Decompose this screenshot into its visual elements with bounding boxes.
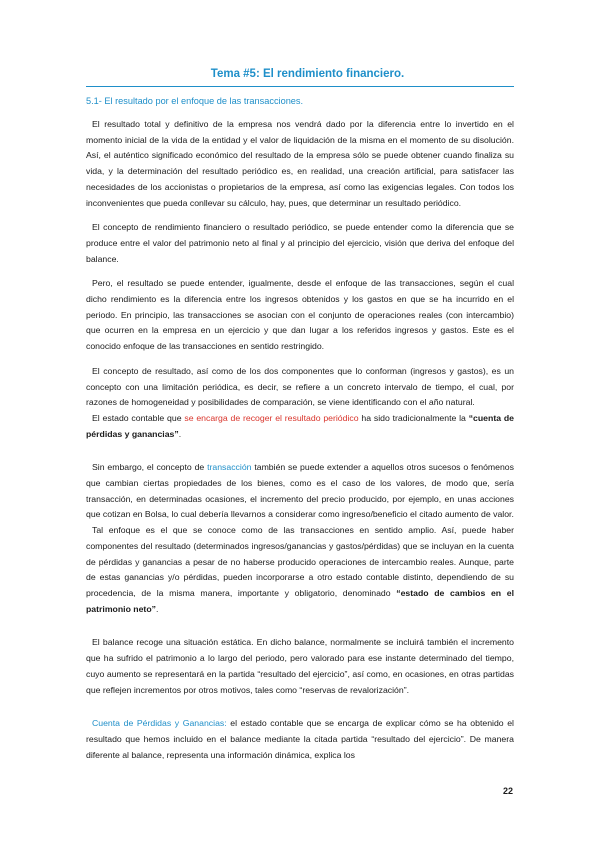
paragraph-7 xyxy=(86,523,514,617)
p5-text-a: El estado contable que xyxy=(92,412,185,423)
document-body xyxy=(86,117,514,763)
section-heading: 5.1- El resultado por el enfoque de las transacciones. xyxy=(86,96,304,106)
p6-text-a: Sin embargo, el concepto de xyxy=(92,462,208,473)
p7-bold-term: “estado de cambios en el patrimonio neto” xyxy=(86,587,514,614)
page-number: 22 xyxy=(502,786,513,796)
header-divider xyxy=(86,86,514,87)
paragraph-3: Pero, el resultado se puede entender, igualmente, desde el enfoque de las transacciones, según el cual dicho rendimiento es la diferencia entre los ingresos obtenidos y los gastos en que se ha incurrido en el periodo. En principio, las transacciones se asocian con el conjunto de operaciones reales (con intercambio) que ocurren en la empresa en un ejercicio y que dan lugar a los referidos ingresos y gastos. Este es el conocido enfoque de las transacciones en sentido restringido. xyxy=(86,278,514,352)
header-tema-label: Tema #5: xyxy=(210,68,260,80)
header-title: El rendimiento financiero. xyxy=(259,68,405,80)
paragraph-1: El resultado total y definitivo de la empresa nos vendrá dado por la diferencia entre lo invertido en el momento inicial de la vida de la entidad y el valor de liquidación de la misma en el momento de su disolución. Así, el auténtico significado económico del resultado de la empresa sólo se puede obtener cuando finaliza su vida, y la determinación del resultado periódico es, en realidad, una creación artificial, para satisfacer las necesidades de los accionistas o propietarios de la empresa, así como las exigencias legales. Con todos los inconvenientes que pueda conllevar su cálculo, hay, pues, que determinar un resultado periódico. xyxy=(86,119,514,208)
p6-highlight-term: transacción xyxy=(207,462,252,473)
p5-text-c: ha sido tradicionalmente la xyxy=(358,412,469,423)
p9-text-b: el estado contable que se encarga de explicar cómo se ha obtenido el resultado que hemos incluido en el balance mediante la citada partida “resultado del ejercicio”. De manera diferente al balance, representa una información dinámica, explica los xyxy=(86,718,514,760)
page-header xyxy=(0,68,599,80)
p9-term: Cuenta de Pérdidas y Ganancias: xyxy=(92,718,227,729)
paragraph-9 xyxy=(86,716,514,763)
paragraph-8: El balance recoge una situación estática. En dicho balance, normalmente se incluirá también el incremento que ha sufrido el patrimonio a lo largo del periodo, pero valorado para ese instante determinado del tiempo, cuyo aumento se representará en la partida “resultado del ejercicio”, así como, en ocasiones, en otras partidas que reflejen incrementos por otros motivos, tales como “reservas de revalorización”. xyxy=(86,637,514,695)
p5-bold-term: “cuenta de pérdidas y ganancias” xyxy=(86,412,514,439)
paragraph-5 xyxy=(86,411,514,442)
p7-text-a: Tal enfoque es el que se conoce como de las transacciones en sentido amplio. Así, puede haber componentes del resultado (determinados ingresos/ganancias y gastos/pérdidas) que se incluyan en la cuenta de pérdidas y ganancias a pesar de no haberse producido operaciones de intercambio reales. Aunque, parte de estas ganancias y/o pérdidas, pueden incorporarse a otro estado contable distinto, dependiendo de su procedencia, de la misma manera, importante y obligatorio, denominado xyxy=(86,525,514,598)
paragraph-2: El concepto de rendimiento financiero o resultado periódico, se puede entender como la diferencia que se produce entre el valor del patrimonio neto al final y al principio del ejercicio, visión que deriva del enfoque del balance. xyxy=(86,222,514,264)
paragraph-4: El concepto de resultado, así como de los dos componentes que lo conforman (ingresos y gastos), es un concepto con una limitación periódica, es decir, se refiere a un concreto intervalo de tiempo, el cual, por razones de homogeneidad y posibilidades de comparación, se viene identificando con el año natural. xyxy=(86,365,514,408)
paragraph-6 xyxy=(86,460,514,523)
p5-highlight: se encarga de recoger el resultado periódico xyxy=(184,412,359,423)
p6-text-c: también se puede extender a aquellos otros sucesos o fenómenos que cambian ciertas propiedades de los bienes, como es el caso de los valores, de modo que, sería transacción, en determinadas ocasiones, el incremento del precio producido, por ejemplo, en unas acciones que cotizan en Bolsa, lo cual debería llevarnos a considerar como ingreso/beneficio el citado aumento de valor. xyxy=(86,462,514,520)
p7-text-c: . xyxy=(155,603,159,614)
p5-text-e: . xyxy=(178,428,182,439)
